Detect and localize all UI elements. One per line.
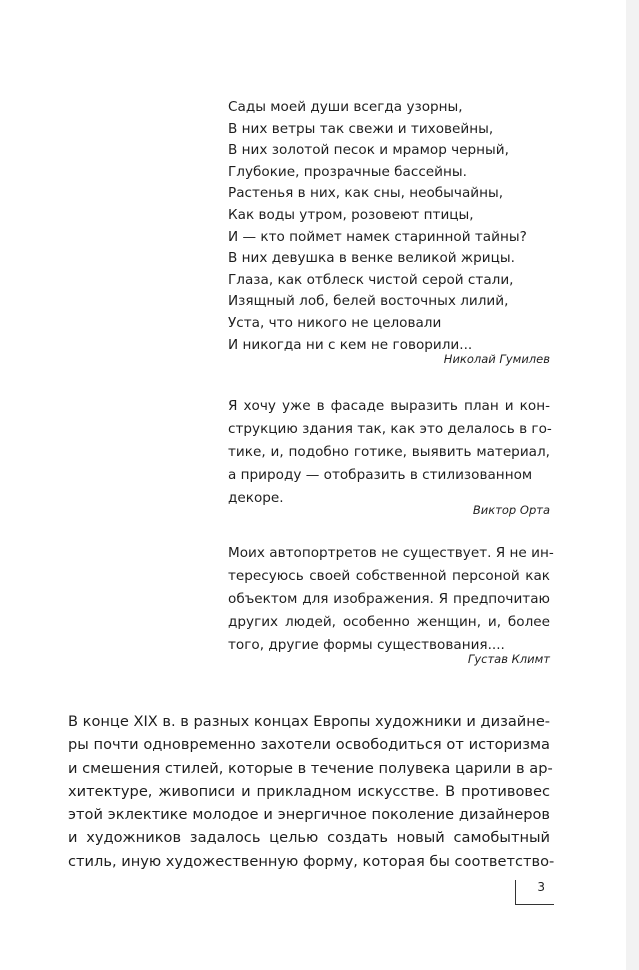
- poem-line: И никогда ни с кем не говорили...: [228, 336, 473, 353]
- quote-line: других людей, особенно женщин, и, более: [228, 614, 550, 630]
- quote-klimt-author: Густав Климт: [467, 652, 550, 666]
- quote-line: тике, и, подобно готике, выявить материал,: [228, 444, 550, 460]
- quote-horta: [228, 395, 550, 510]
- quote-line: объектом для изображения. Я предпочитаю: [228, 591, 550, 607]
- paragraph-line: ры почти одновременно захотели освободиться от историзма: [68, 736, 550, 754]
- paragraph-line: и смешения стилей, которые в течение полувека царили в ар-: [68, 759, 553, 777]
- quote-line: Моих автопортретов не существует. Я не ин-: [228, 545, 554, 561]
- poem-line: Растенья в них, как сны, необычайны,: [228, 185, 504, 202]
- poem-line: Глаза, как отблеск чистой серой стали,: [228, 271, 514, 288]
- poem-line: Уста, что никого не целовали: [228, 314, 442, 331]
- poem-line: Глубокие, прозрачные бассейны.: [228, 163, 467, 180]
- quote-line: декоре.: [228, 490, 284, 506]
- paragraph-line: стиль, иную художественную форму, которая бы соответство-: [68, 852, 555, 870]
- page-number-frame: [515, 880, 554, 905]
- poem-line: Изящный лоб, белей восточных лилий,: [228, 293, 509, 310]
- quote-line: Я хочу уже в фасаде выразить план и кон-: [228, 398, 550, 414]
- paragraph-line: хитектуре, живописи и прикладном искусстве. В противовес: [68, 782, 550, 800]
- poem-line: В них золотой песок и мрамор черный,: [228, 142, 509, 159]
- quote-line: а природу — отобразить в стилизованном: [228, 467, 533, 483]
- quote-klimt: [228, 542, 554, 657]
- quote-line: того, другие формы существования....: [228, 637, 505, 653]
- main-paragraph: [68, 710, 555, 873]
- paragraph-line: и художников задалось целью создать новый самобытный: [68, 829, 550, 847]
- quote-line: тересуюсь своей собственной персоной как: [228, 568, 550, 584]
- poem-line: Сады моей души всегда узорны,: [228, 99, 463, 115]
- epigraph-poem: [228, 97, 568, 356]
- paragraph-line: этой эклектике молодое и энергичное поколение дизайнеров: [68, 806, 550, 824]
- quote-horta-author: Виктор Орта: [472, 503, 550, 517]
- poem-line: В них девушка в венке великой жрицы.: [228, 250, 515, 267]
- poem-line: Как воды утром, розовеют птицы,: [228, 206, 474, 223]
- quote-line: струкцию здания так, как это делалось в го-: [228, 421, 552, 437]
- poem-author: Николай Гумилев: [443, 352, 550, 366]
- page-number: 3: [537, 880, 545, 894]
- paragraph-line: В конце XIX в. в разных концах Европы художники и дизайне-: [68, 713, 551, 730]
- poem-line: В них ветры так свежи и тиховейны,: [228, 120, 494, 137]
- poem-line: И — кто поймет намек старинной тайны?: [228, 228, 527, 245]
